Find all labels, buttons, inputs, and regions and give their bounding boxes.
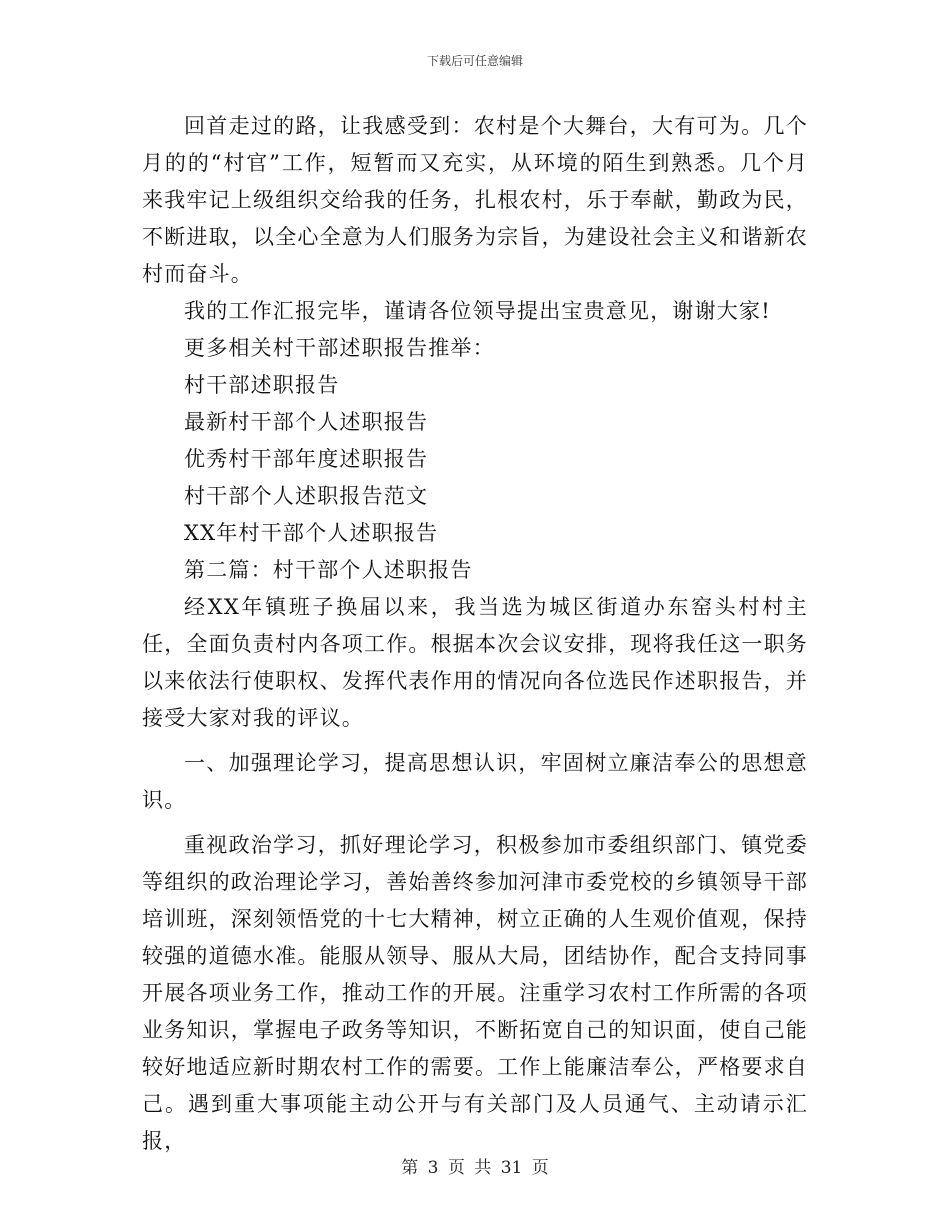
recommend-item: 村干部述职报告: [184, 373, 340, 397]
recommend-item: XX年村干部个人述职报告: [184, 521, 439, 545]
paragraph-recommend-heading: 更多相关村干部述职报告推举：: [184, 336, 495, 360]
recommend-item: 村干部个人述职报告范文: [184, 484, 429, 508]
page-header: 下载后可任意编辑: [426, 54, 523, 68]
paragraph-closing: 我的工作汇报完毕，谨请各位领导提出宝贵意见，谢谢大家!: [184, 299, 771, 323]
section-title: 第二篇：村干部个人述职报告: [184, 558, 473, 582]
recommend-item: 最新村干部个人述职报告: [184, 410, 429, 434]
paragraph-study: 重视政治学习，抓好理论学习，积极参加市委组织部门、镇党委等组织的政治理论学习，善始善终参加河津市委党校的乡镇领导干部培训班，深刻领悟党的十七大精神，树立正确的人生观价值观，保持较强的道德水准。能服从领导、服从大局，团结协作，配合支持同事开展各项业务工作，推动工作的开展。注重学习农村工作所需的各项业务知识，掌握电子政务等知识，不断拓宽自己的知识面，使自己能较好地适应新时期农村工作的需要。工作上能廉洁奉公，严格要求自己。遇到重大事项能主动公开与有关部门及人员通气、主动请示汇报，: [142, 833, 808, 1153]
page-footer: 第 3 页 共 31 页: [401, 1158, 549, 1178]
document-body: [142, 108, 808, 1160]
subsection-heading: 一、加强理论学习，提高思想认识，牢固树立廉洁奉公的思想意识。: [142, 751, 808, 812]
recommend-item: 优秀村干部年度述职报告: [184, 447, 429, 471]
paragraph-intro: 经XX年镇班子换届以来，我当选为城区街道办东窑头村村主任，全面负责村内各项工作。根据本次会议安排，现将我任这一职务以来依法行使职权、发挥代表作用的情况向各位选民作述职报告，并接受大家对我的评议。: [142, 595, 808, 730]
paragraph-reflection: 回首走过的路，让我感受到：农村是个大舞台，大有可为。几个月的的“村官”工作，短暂而又充实，从环境的陌生到熟悉。几个月来我牢记上级组织交给我的任务，扎根农村，乐于奉献，勤政为民，不断进取，以全心全意为人们服务为宗旨，为建设社会主义和谐新农村而奋斗。: [142, 114, 808, 286]
